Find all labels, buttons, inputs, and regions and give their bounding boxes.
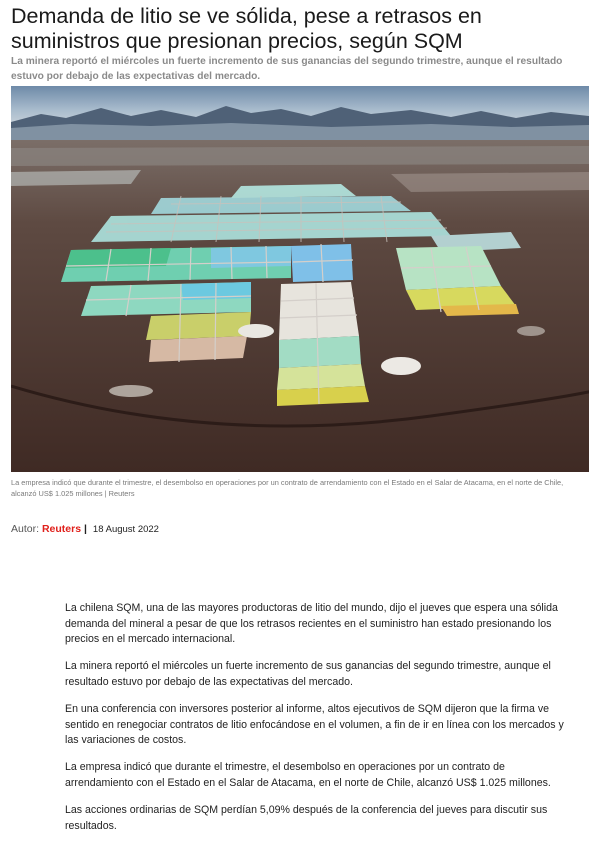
article-paragraph: La empresa indicó que durante el trimestre, el desembolso en operaciones por un contrato de arrendamiento con el Estado en el Salar de Atacama, en el norte de Chile, alcanzó US$ 1.025 millones. xyxy=(65,761,551,789)
article-body xyxy=(65,601,565,846)
byline-label: Autor: xyxy=(11,523,40,535)
article-headline: Demanda de litio se ve sólida, pese a retrasos en suministros que presionan precios, según SQM xyxy=(11,4,482,53)
article-paragraph: En una conferencia con inversores posterior al informe, altos ejecutivos de SQM dijeron que la firma ve sentido en renegociar contratos de litio enfocándose en el volumen, a fin de ir en línea con los mercados y las variaciones de costos. xyxy=(65,702,564,747)
article-paragraph: Las acciones ordinarias de SQM perdían 5,09% después de la conferencia del jueves para discutir sus resultados. xyxy=(65,803,548,832)
article-subheadline: La minera reportó el miércoles un fuerte incremento de sus ganancias del segundo trimestre, aunque el resultado estuvo por debajo de las expectativas del mercado. xyxy=(11,56,563,82)
article-paragraph: La chilena SQM, una de las mayores productoras de litio del mundo, dijo el jueves que espera una sólida demanda del mineral a pesar de que los retrasos recientes en el suministro han estado presionando los precios en el mercado internacional. xyxy=(65,602,558,646)
article-photo xyxy=(11,86,589,472)
image-caption: La empresa indicó que durante el trimestre, el desembolso en operaciones por un contrato de arrendamiento con el Estado en el Salar de Atacama, en el norte de Chile, alcanzó US$ 1.025 millones | Reuters xyxy=(11,478,564,498)
article-paragraph: La minera reportó el miércoles un fuerte incremento de sus ganancias del segundo trimestre, aunque el resultado estuvo por debajo de las expectativas del mercado. xyxy=(65,660,551,688)
publish-date: 18 August 2022 xyxy=(92,524,159,535)
byline xyxy=(11,523,159,535)
byline-separator: | xyxy=(84,523,87,535)
salt-flat-evaporation-ponds-image xyxy=(11,86,589,472)
author-link[interactable]: Reuters xyxy=(41,523,82,535)
